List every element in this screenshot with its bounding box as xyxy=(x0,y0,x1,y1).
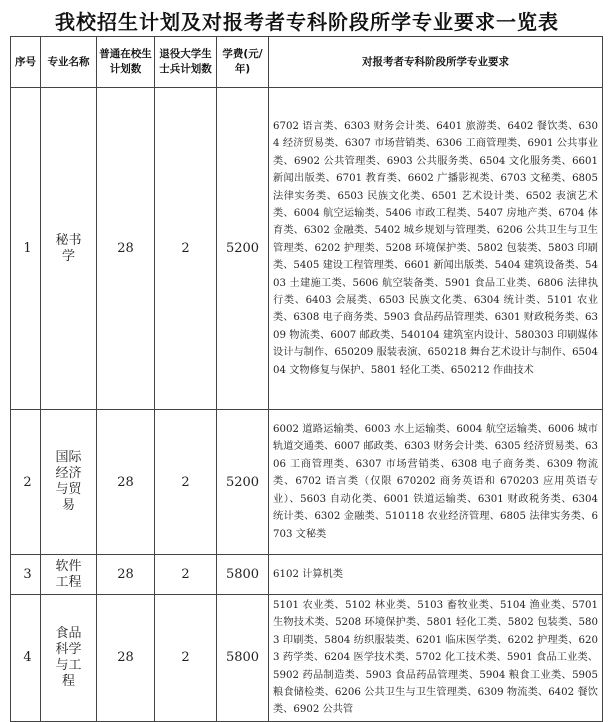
row-index: 1 xyxy=(11,88,41,410)
table-row xyxy=(11,595,603,722)
row-major-name-text: 秘书学 xyxy=(55,232,82,264)
row-veteran: 2 xyxy=(155,595,217,722)
row-major-name-text: 国际经济与贸易 xyxy=(55,450,82,513)
row-major-name xyxy=(41,88,97,410)
row-fee: 5800 xyxy=(217,555,269,595)
row-fee: 5200 xyxy=(217,88,269,410)
row-major-name xyxy=(41,555,97,595)
row-major-name xyxy=(41,410,97,555)
row-major-name-text: 食品科学与工程 xyxy=(55,625,82,689)
row-requirement: 5101 农业类、5102 林业类、5103 畜牧业类、5104 渔业类、5701 生物技术类、5208 环境保护类、5801 轻化工类、5802 包装类、5803 印刷类、5804 纺织服装类、6201 临床医学类、6202 护理类、6203 药学类、6204 医学技术类、5702 化工技术类、5901 食品工业类、5902 药品制造类、5903 食品药品管理类、5904 粮食工业类、5905 粮食储检类、6206 公共卫生与卫生管理类、6309 物流类、6402 餐饮类、6902 公共管 xyxy=(269,595,603,722)
row-index: 3 xyxy=(11,555,41,595)
row-index: 4 xyxy=(11,595,41,722)
row-plan: 28 xyxy=(97,88,155,410)
requirements-table xyxy=(10,36,603,722)
header-veteran: 退役大学生士兵计划数 xyxy=(155,37,217,88)
row-fee: 5800 xyxy=(217,595,269,722)
row-veteran: 2 xyxy=(155,410,217,555)
table-row xyxy=(11,88,603,410)
row-requirement: 6702 语言类、6303 财务会计类、6401 旅游类、6402 餐饮类、6304 经济贸易类、6307 市场营销类、6306 工商管理类、6901 公共事业类、6902 公共管理类、6903 公共服务类、6504 文化服务类、6601 新闻出版类、6701 教育类、6602 广播影视类、6703 文秘类、6805 法律实务类、6503 民族文化类、6501 艺术设计类、6502 表演艺术类、6004 航空运输类、5406 市政工程类、5407 房地产类、6704 体育类、6302 金融类、5402 城乡规划与管理类、6206 公共卫生与卫生管理类、6202 护理类、5208 环境保护类、5802 包装类、5803 印刷类、5405 建设工程管理类、6601 新闻出版类、5404 建筑设备类、5403 土建施工类、5606 航空装备类、5901 食品工业类、6806 法律执行类、6403 会展类、6503 民族文化类、6304 统计类、5101 农业类、6308 电子商务类、5903 食品药品管理类、6301 财政税务类、6309 物流类、6007 邮政类、540104 建筑室内设计、580303 印刷媒体设计与制作、650209 服装表演、650218 舞台艺术设计与制作、650404 文物修复与保护、5801 轻化工类、650212 作曲技术 xyxy=(269,88,603,410)
row-veteran: 2 xyxy=(155,555,217,595)
header-index: 序号 xyxy=(11,37,41,88)
row-fee: 5200 xyxy=(217,410,269,555)
row-requirement: 6002 道路运输类、6003 水上运输类、6004 航空运输类、6006 城市轨道交通类、6007 邮政类、6303 财务会计类、6305 经济贸易类、6306 工商管理类、6307 市场营销类、6308 电子商务类、6309 物流类、6702 语言类（仅限 670202 商务英语和 670203 应用英语专业）、5603 自动化类、6001 铁道运输类、6301 财政税务类、6304 统计类、6302 金融类、510118 农业经济管理、6805 法律实务类、6703 文秘类 xyxy=(269,410,603,555)
row-index: 2 xyxy=(11,410,41,555)
table-row xyxy=(11,555,603,595)
row-plan: 28 xyxy=(97,595,155,722)
row-requirement: 6102 计算机类 xyxy=(269,555,603,595)
row-major-name-text: 软件工程 xyxy=(55,558,82,590)
header-requirement: 对报考者专科阶段所学专业要求 xyxy=(269,37,603,88)
header-fee: 学费(元/年) xyxy=(217,37,269,88)
page-title: 我校招生计划及对报考者专科阶段所学专业要求一览表 xyxy=(55,10,559,34)
row-major-name xyxy=(41,595,97,722)
table-header-row xyxy=(11,37,603,88)
row-veteran: 2 xyxy=(155,88,217,410)
row-plan: 28 xyxy=(97,410,155,555)
header-plan: 普通在校生计划数 xyxy=(97,37,155,88)
row-plan: 28 xyxy=(97,555,155,595)
table-row xyxy=(11,410,603,555)
header-name: 专业名称 xyxy=(41,37,97,88)
